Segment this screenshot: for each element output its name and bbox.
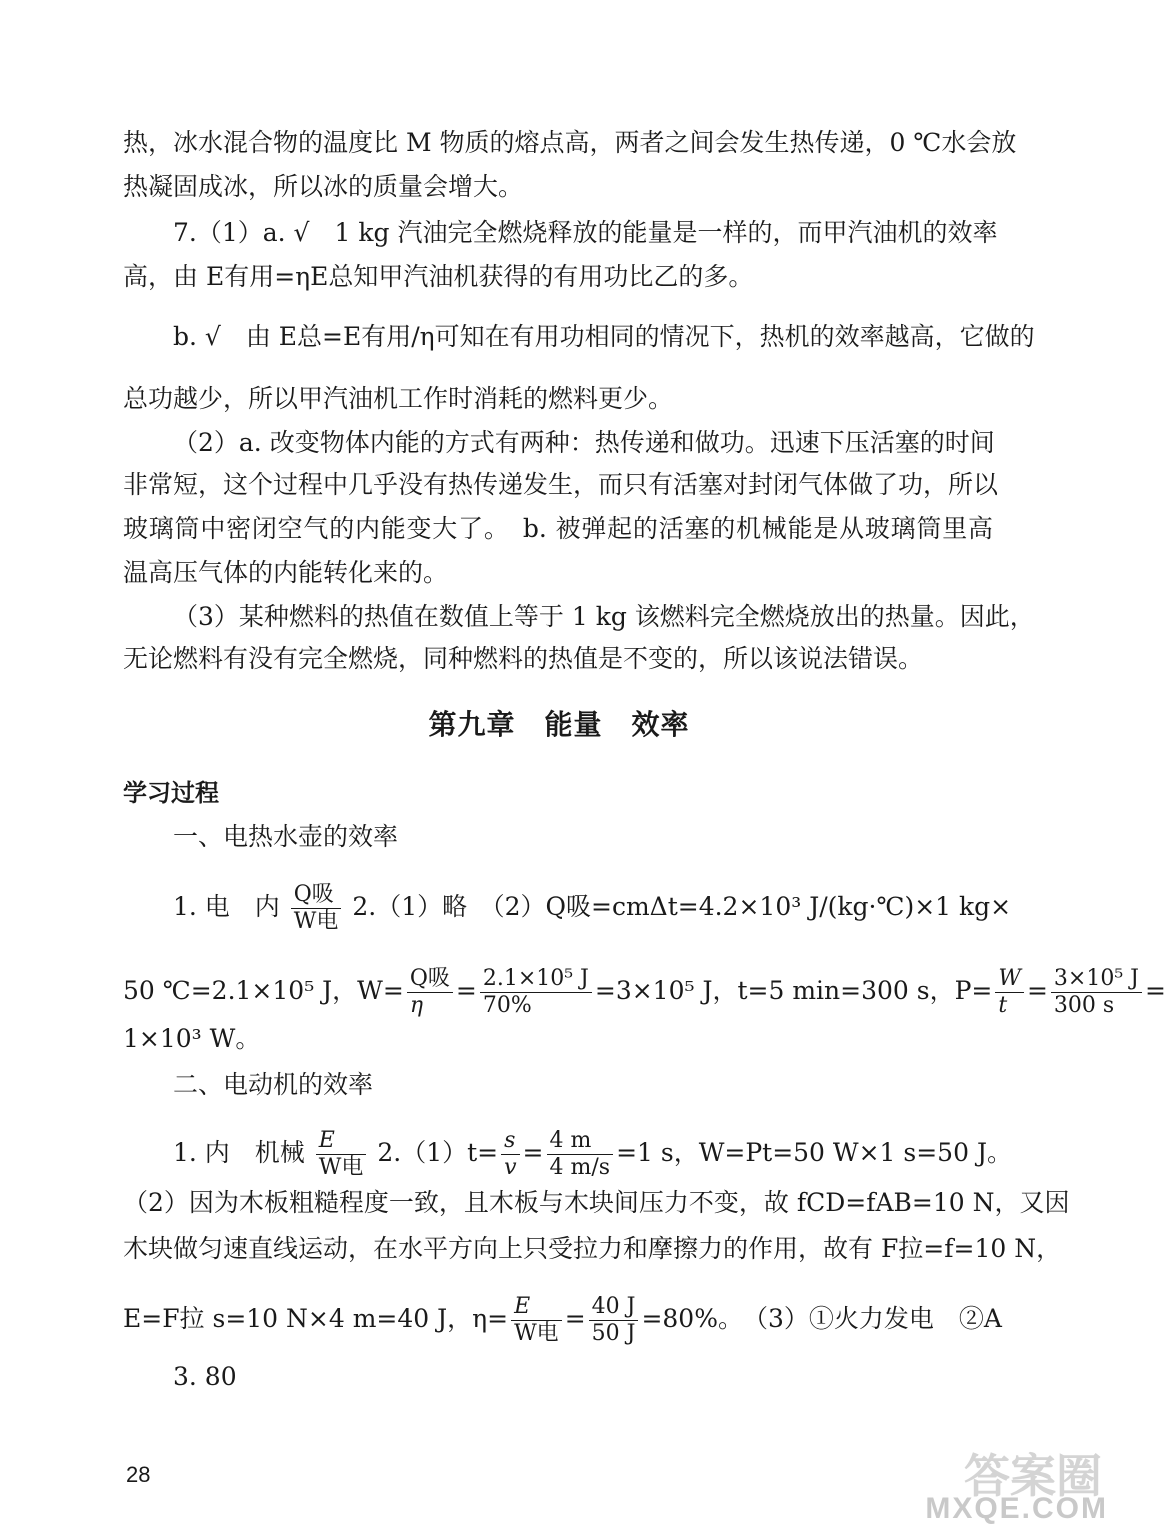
text-line-10: 温高压气体的内能转化来的。 <box>123 558 449 587</box>
fraction-distance-over-speed <box>547 1128 614 1181</box>
fraction-heat-over-percent <box>480 966 592 1019</box>
text-line-8: 非常短，这个过程中几乎没有热传递发生，而只有活塞对封闭气体做了功，所以 <box>123 470 999 499</box>
text-line-7: （2）a. 改变物体内能的方式有两种：热传递和做功。迅速下压活塞的时间 <box>173 428 995 457</box>
answer-2-line-4-b: =80%。 （3）①火力发电 ②A <box>641 1304 1002 1333</box>
fraction-denominator: W电 <box>514 1321 559 1346</box>
answer-1-line-2: 50 ℃=2.1×10⁵ J，W= $\frac{\text{Q吸}}{\eta}$ = $\frac{\text{2.1×10⁵ J}}{70\%}$ =3×10⁵ J，t=5 min=300 s，P= $\frac{W}{t}$ = $\frac{\text{3×10⁵ J}}{300 s}$ = <box>123 966 1166 1018</box>
fraction-e-over-w <box>316 1128 367 1181</box>
fraction-denominator: 4 m/s <box>549 1155 611 1180</box>
answer-1-rest: 2.（1）略 （2）Q吸=cmΔt=4.2×10³ J/(kg·℃)×1 kg× <box>352 892 1012 921</box>
answer-2-line-3: 木块做匀速直线运动，在水平方向上只受拉力和摩擦力的作用，故有 F拉=f=10 N， <box>123 1234 1062 1263</box>
watermark-top: 答案圈 <box>964 1449 1102 1503</box>
fraction-denominator: v <box>504 1155 517 1180</box>
fraction-denominator: η <box>409 993 424 1018</box>
answer-2-line-2: （2）因为木板粗糙程度一致，且木板与木块间压力不变，故 fCD=fAB=10 N，又因 <box>123 1188 1070 1217</box>
chapter-title: 第九章 能量 效率 <box>428 708 690 741</box>
fraction-numerator: E <box>511 1294 562 1321</box>
fraction-w-over-t <box>995 966 1024 1019</box>
fraction-q-over-w <box>291 882 342 935</box>
answer-1-line-1 <box>173 882 1012 935</box>
fraction-40-over-50 <box>589 1294 639 1347</box>
fraction-numerator: 40 J <box>589 1294 639 1321</box>
text-line-4: 高，由 E有用=ηE总知甲汽油机获得的有用功比乙的多。 <box>123 262 754 291</box>
page-number: 28 <box>126 1462 151 1487</box>
subsection-1: 一、电热水壶的效率 <box>173 822 399 851</box>
answer-1-prefix: 1. 电 内 <box>173 892 280 921</box>
answer-1-line-2-b: =3×10⁵ J，t=5 min=300 s，P= <box>594 976 993 1005</box>
watermark-text: MXQE.COM <box>925 1492 1108 1525</box>
fraction-denominator: 70% <box>482 993 532 1018</box>
text-line-11: （3）某种燃料的热值在数值上等于 1 kg 该燃料完全燃烧放出的热量。因此， <box>173 602 1035 631</box>
fraction-e-over-w-2 <box>511 1294 562 1347</box>
fraction-numerator: 3×10⁵ J <box>1051 966 1142 993</box>
answer-3: 3. 80 <box>173 1362 237 1391</box>
answer-2-line-4-a: E=F拉 s=10 N×4 m=40 J，η= <box>123 1304 509 1333</box>
text-line-1: 热，冰水混合物的温度比 M 物质的熔点高，两者之间会发生热传递，0 ℃水会放 <box>123 128 1017 157</box>
text-line-12: 无论燃料有没有完全燃烧，同种燃料的热值是不变的，所以该说法错误。 <box>123 644 924 673</box>
fraction-denominator: W电 <box>293 909 339 934</box>
answer-2-end: =1 s，W=Pt=50 W×1 s=50 J。 <box>616 1138 1012 1167</box>
section-title: 学习过程 <box>123 779 219 807</box>
fraction-numerator: W <box>995 966 1024 993</box>
fraction-numerator: Q吸 <box>291 882 342 909</box>
fraction-denominator: W电 <box>318 1155 364 1180</box>
fraction-denominator: 300 s <box>1053 993 1115 1018</box>
answer-1-line-2-a: 50 ℃=2.1×10⁵ J，W= <box>123 976 404 1005</box>
fraction-denominator: t <box>998 993 1008 1018</box>
subsection-2: 二、电动机的效率 <box>173 1070 374 1099</box>
answer-1-line-3: 1×10³ W。 <box>123 1024 261 1053</box>
answer-2-prefix: 1. 内 机械 <box>173 1138 305 1167</box>
answer-2-mid: 2.（1）t= <box>377 1138 499 1167</box>
fraction-q-over-eta <box>407 966 453 1019</box>
text-line-9: 玻璃筒中密闭空气的内能变大了。 b. 被弹起的活塞的机械能是从玻璃筒里高 <box>123 514 993 543</box>
text-line-2: 热凝固成冰，所以冰的质量会增大。 <box>123 172 524 201</box>
answer-2-line-4: E=F拉 s=10 N×4 m=40 J，η= $\frac{E}{\text{W电}}$ = $\frac{40 J}{50 J}$ =80%。 （3）①火力发电 ②A <box>123 1294 1002 1346</box>
text-line-6: 总功越少，所以甲汽油机工作时消耗的燃料更少。 <box>123 384 674 413</box>
fraction-s-over-v <box>501 1128 519 1181</box>
fraction-numerator: 2.1×10⁵ J <box>480 966 592 993</box>
fraction-numerator: Q吸 <box>407 966 453 993</box>
fraction-denominator: 50 J <box>591 1321 636 1346</box>
fraction-work-over-time <box>1051 966 1142 1019</box>
text-line-3: 7.（1）a. √ 1 kg 汽油完全燃烧释放的能量是一样的，而甲汽油机的效率 <box>173 218 998 247</box>
fraction-numerator: s <box>501 1128 519 1155</box>
answer-2-line-1: 1. 内 机械 $\frac{E}{\text{W电}}$ 2.（1）t= $\frac{s}{v}$ = $\frac{4 m}{4 m/s}$ =1 s，W=Pt=50 W×1 s=50 J。 <box>173 1128 1012 1180</box>
fraction-numerator: 4 m <box>547 1128 614 1155</box>
fraction-numerator: E <box>316 1128 367 1155</box>
watermark-logo <box>922 1440 1112 1530</box>
text-line-5: b. √ 由 E总=E有用/η可知在有用功相同的情况下，热机的效率越高，它做的 <box>173 322 1035 351</box>
